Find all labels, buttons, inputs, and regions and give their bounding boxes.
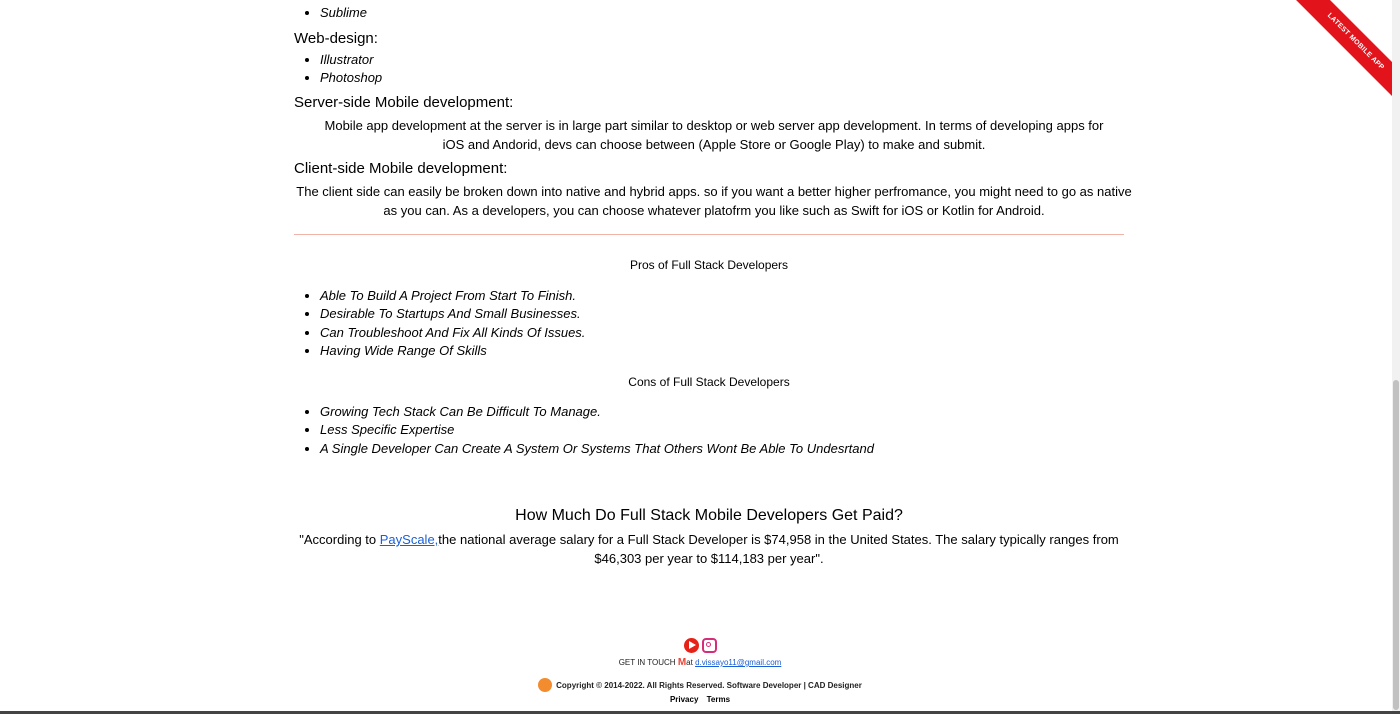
server-side-heading: Server-side Mobile development: [294,94,514,111]
list-item: • Illustrator [320,51,382,69]
mail-prefix: at [686,658,693,667]
client-side-text: The client side can easily be broken down into native and hybrid apps. so if you want a better higher perfromance, you might need to go as native as you can. As a developers, you can choose whatever platofrm you like such as Swift for iOS or Kotlin for Android. [296,184,1132,218]
scrollbar-thumb[interactable] [1393,380,1399,710]
list-item: • Desirable To Startups And Small Businesses. [320,305,585,323]
list-item: • Growing Tech Stack Can Be Difficult To Manage. [320,403,874,421]
list-item: • A Single Developer Can Create A System Or Systems That Others Wont Be Able To Undesrtand [320,440,874,458]
salary-text-before: "According to [299,532,380,547]
cons-list [294,403,874,458]
social-icons [0,638,1400,654]
footer-links [0,695,1400,704]
payscale-link[interactable]: PayScale, [379,532,439,547]
terms-link[interactable]: Terms [706,695,731,704]
salary-heading: How Much Do Full Stack Mobile Developers Get Paid? [515,507,903,524]
gmail-icon: M [677,657,687,668]
logo-dot-icon [538,678,552,692]
list-item: • Can Troubleshoot And Fix All Kinds Of Issues. [320,324,585,342]
footer [0,638,1400,668]
list-item: • Less Specific Expertise [320,421,874,439]
pros-list [294,287,585,360]
list-item: • Sublime [320,4,367,22]
list-item: • Having Wide Range Of Skills [320,342,585,360]
latest-app-ribbon[interactable]: LATEST MOBILE APP [1283,0,1400,114]
section-divider [294,234,1124,235]
client-side-heading: Client-side Mobile development: [294,160,508,177]
scrollbar[interactable] [1392,0,1400,714]
salary-text [294,530,1124,568]
server-side-text: Mobile app development at the server is in large part similar to desktop or web server app development. In terms of developing apps for iOS and Andorid, devs can choose between (Apple Store or Google Play) to make and submit. [324,118,1104,152]
list-item: • Able To Build A Project From Start To Finish. [320,287,585,305]
salary-text-after: the national average salary for a Full Stack Developer is $74,958 in the United States. The salary typically ranges from $46,303 per year to $114,183 per year". [438,532,1119,566]
cons-title: Cons of Full Stack Developers [628,375,790,389]
list-item: • Photoshop [320,69,382,87]
instagram-icon[interactable] [702,638,717,653]
privacy-link[interactable]: Privacy [669,695,699,704]
pros-title: Pros of Full Stack Developers [629,258,789,272]
get-in-touch-label: GET IN TOUCH [618,658,676,667]
editors-list [294,4,367,22]
web-design-list [294,51,382,88]
youtube-icon[interactable] [684,638,699,653]
copyright-row [0,678,1400,692]
get-in-touch [0,657,1400,668]
web-design-heading: Web-design: [294,30,378,47]
email-link[interactable]: d.vissayo11@gmail.com [695,658,782,667]
copyright-text: Copyright © 2014-2022. All Rights Reserved. Software Developer | CAD Designer [556,680,862,690]
